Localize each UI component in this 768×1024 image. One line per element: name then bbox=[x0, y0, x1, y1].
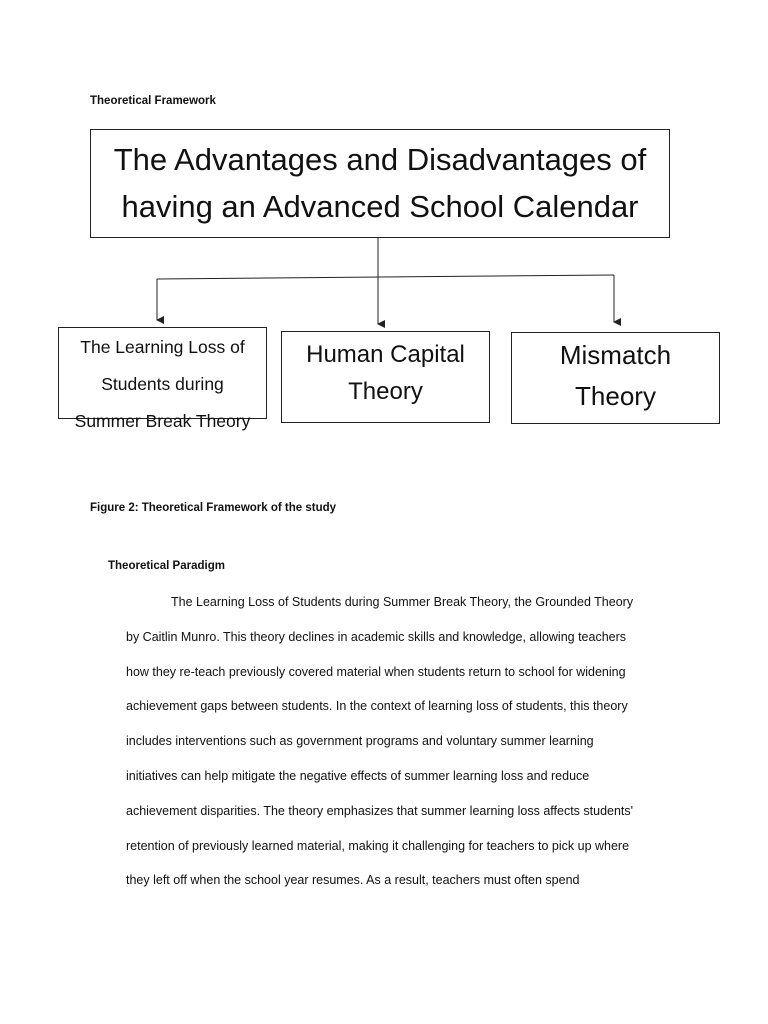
learning-loss-line-2: Students during bbox=[101, 374, 224, 394]
main-title-line-2: having an Advanced School Calendar bbox=[121, 189, 639, 224]
paradigm-heading: Theoretical Paradigm bbox=[108, 560, 225, 572]
paragraph-line: includes interventions such as government programs and voluntary summer learning bbox=[126, 734, 594, 749]
human-capital-theory-box bbox=[281, 331, 490, 423]
figure-caption: Figure 2: Theoretical Framework of the study bbox=[90, 502, 337, 514]
human-capital-line-2: Theory bbox=[348, 378, 423, 405]
paragraph-line: achievement gaps between students. In the context of learning loss of students, this theory bbox=[126, 699, 628, 714]
section-heading: Theoretical Framework bbox=[90, 95, 216, 107]
paragraph-line: achievement disparities. The theory emphasizes that summer learning loss affects students' bbox=[126, 803, 634, 818]
paragraph-line: initiatives can help mitigate the negative effects of summer learning loss and reduce bbox=[126, 768, 590, 783]
main-title-line-1: The Advantages and Disadvantages of bbox=[113, 142, 647, 177]
mismatch-theory-box bbox=[511, 332, 720, 424]
learning-loss-line-3: Summer Break Theory bbox=[74, 411, 251, 431]
main-concept-box bbox=[90, 129, 670, 238]
mismatch-line-2: Theory bbox=[575, 381, 656, 411]
learning-loss-line-1: The Learning Loss of bbox=[80, 337, 245, 357]
branch-line bbox=[157, 275, 614, 279]
paragraph-line: retention of previously learned material, making it challenging for teachers to pick up where bbox=[126, 838, 630, 853]
human-capital-line-1: Human Capital bbox=[306, 341, 465, 368]
paragraph-line: The Learning Loss of Students during Summer Break Theory, the Grounded Theory bbox=[171, 595, 634, 609]
mismatch-line-1: Mismatch bbox=[559, 340, 672, 370]
paradigm-paragraph bbox=[126, 585, 666, 898]
learning-loss-theory-box bbox=[58, 327, 267, 431]
paragraph-line: they left off when the school year resumes. As a result, teachers must often spend bbox=[126, 873, 580, 888]
paragraph-line: by Caitlin Munro. This theory declines in academic skills and knowledge, allowing teachers bbox=[126, 629, 627, 644]
paragraph-line: how they re-teach previously covered material when students return to school for widening bbox=[126, 664, 626, 679]
